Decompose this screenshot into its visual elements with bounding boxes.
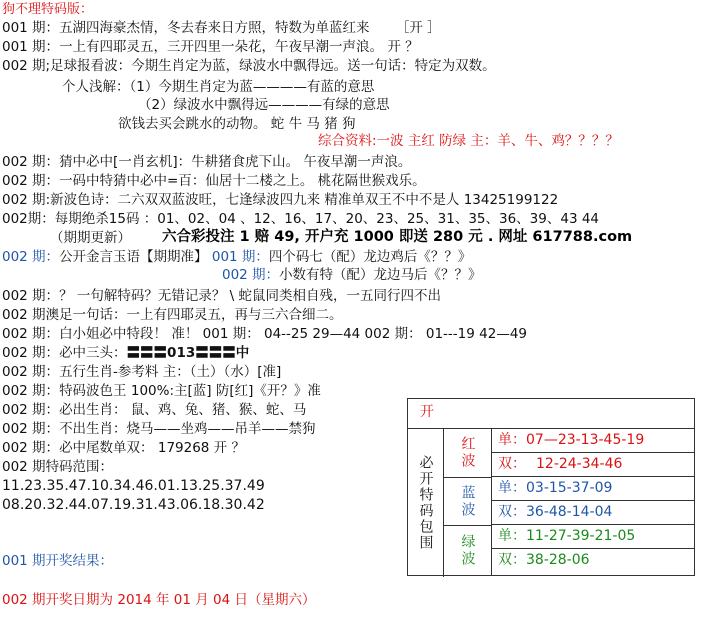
odd-label: 单： [498,480,526,496]
numbers: 03-15-37-09 [526,480,613,496]
line-002-i [2,325,527,344]
ad-banner[interactable]: 六合彩投注 1 赔 49, 开户充 1000 即送 280 元 . 网址 617788.com [162,229,633,245]
odd-label: 单： [498,528,526,544]
line-text: 必中三头： [59,345,127,361]
line-text: 每期绝杀15码 ：01、02、04 、12、16、17、20、23、25、31、35、36、39、43 44 [54,211,600,227]
pick-row [492,428,695,452]
line-text: 一码中特猜中必中=百：仙居十二楼之上。 桃花隔世猴戏乐。 [59,173,426,189]
line-text: ？ 一句解特码？无错记录？ \ 蛇鼠同类相自残，一五同行四不出 [59,288,441,304]
period-label: 002 期; [2,58,51,74]
line-002-k [2,363,281,382]
line-text: 小数有特（配）龙边马后《？？》 [279,267,482,283]
pick-row [492,548,695,576]
line-text: 足球报看波：今期生肖定为蓝，绿波水中飘得远。送一句话：特定为双数。 [50,58,496,74]
period-label: 001 期： [2,20,60,36]
period-label: 002 期： [2,249,60,265]
line-text: 特码波色王 100%:主[蓝] 防[红]《开？》准 [59,383,321,399]
next-draw-date: 002 期开奖日期为 2014 年 01 月 04 日（星期六） [2,592,316,608]
summary-line: 综合资料:一波 主红 防绿 主：羊、牛、鸡？？？？ [318,133,619,149]
line-002-h [2,306,343,325]
line-002-d [2,172,426,191]
line-001-b [2,38,419,57]
line-002-l [2,382,321,401]
line-002-football [2,57,496,76]
odd-label: 单： [498,432,526,448]
period-label: 002 期： [2,364,60,380]
period-label: 002 期： [2,440,60,456]
period-label: 002 期： [2,288,60,304]
red-wave-label: 红波 [444,429,492,477]
pick-row [492,500,695,524]
line-002-m [2,401,306,420]
period-label: 001 期： [211,249,269,265]
period-label: 002 期： [2,326,60,342]
line-002-c [2,153,411,172]
line-text: 〓〓〓013〓〓〓中 [126,345,250,361]
line-text: 必出生肖： 鼠、鸡、兔、猪、猴、蛇、马 [59,402,307,418]
numbers: 07—23-13-45-19 [526,432,645,448]
period-label: 002 期： [222,267,280,283]
period-label: 002 期： [2,402,60,418]
page-title: 狗不理特码版： [2,2,94,17]
line-text: 特码范围： [45,459,114,475]
line-002-j [2,344,249,363]
period-label: 001 期： [2,39,60,55]
line-text: 公开金言玉语【期期准】 [59,249,208,265]
line-001-a [2,19,441,38]
numbers: 12-24-34-46 [536,456,623,472]
explain-line-3: 欲钱去买会跳水的动物。 蛇 牛 马 猪 狗 [118,116,356,132]
even-label: 双： [498,456,526,472]
open-bracket-text: ［开 ］ [395,20,441,36]
blue-wave-label: 蓝波 [444,477,492,525]
update-note: （期期更新） [50,230,131,246]
range-line-2: 08.20.32.44.07.19.31.43.06.18.30.42 [2,497,265,513]
line-text: 白小姐必中特段！ 准！ 001 期： 04--25 29—44 002 期： 01---19 42—49 [59,326,528,342]
range-line-1: 11.23.35.47.10.34.46.01.13.25.37.49 [2,478,265,494]
green-wave-label: 绿波 [444,525,492,576]
line-text: 必中尾数单双： 179268 开 ？ [59,440,245,456]
line-text: 一上有四耶灵五，三开四里一朵花，午夜早潮一声浪。 开 ？ [59,39,419,55]
line-text: 五湖四海豪杰情，冬去春来日方照，特数为单蓝红来 [59,20,370,36]
line-text: :新波色诗：二六双双蓝波旺，七逢绿波四九来 精准单双王不中不是人 13425199122 [45,192,559,208]
period-label: 002期： [2,211,55,227]
period-label: 002 期： [2,421,60,437]
line-text: 不出生肖：烧马——坐鸡——吊羊——禁狗 [59,421,316,437]
line-text: 四个码七（配）龙边鸡后《？？》 [268,249,472,265]
line-002-g [2,287,441,306]
line-002-f [2,210,599,229]
line-002-e [2,191,558,210]
explain-line-2: （2）绿波水中飘得远————有绿的意思 [138,97,390,113]
pick-table-header: 开 [420,404,434,420]
period-label: 002 期 [2,459,46,475]
line-002-p [2,458,113,477]
explain-line-1: 个人浅解：（1）今期生肖定为蓝————有蓝的意思 [62,79,375,95]
numbers: 36-48-14-04 [526,504,613,520]
pick-row [492,452,695,476]
line-text: 澳足一句话：一上有四耶灵五，再与三六合细二。 [45,307,343,323]
period-label: 002 期： [2,383,60,399]
line-002-n [2,420,316,439]
pick-row [492,476,695,500]
numbers: 11-27-39-21-05 [526,528,636,544]
line-text: 五行生肖-参考料 主：（土）（水）[准] [59,364,282,380]
period-label: 002 期 [2,307,46,323]
line-text: 猜中必中[一肖玄机]：牛耕猪食虎下山。 午夜早潮一声浪。 [59,154,412,170]
line-002-o [2,439,245,458]
period-label: 002 期： [2,173,60,189]
even-label: 双： [498,504,526,520]
pick-row [492,524,695,548]
numbers: 38-28-06 [526,552,590,568]
result-label: 001 期开奖结果： [2,553,114,569]
period-label: 002 期： [2,154,60,170]
golden-line-2 [222,266,482,285]
pick-table-side-label: 必开特码包围 [408,429,444,577]
period-label: 002 期： [2,345,60,361]
period-label: 002 期 [2,192,46,208]
golden-line [2,248,471,267]
pick-table [407,398,695,576]
even-label: 双： [498,552,526,568]
